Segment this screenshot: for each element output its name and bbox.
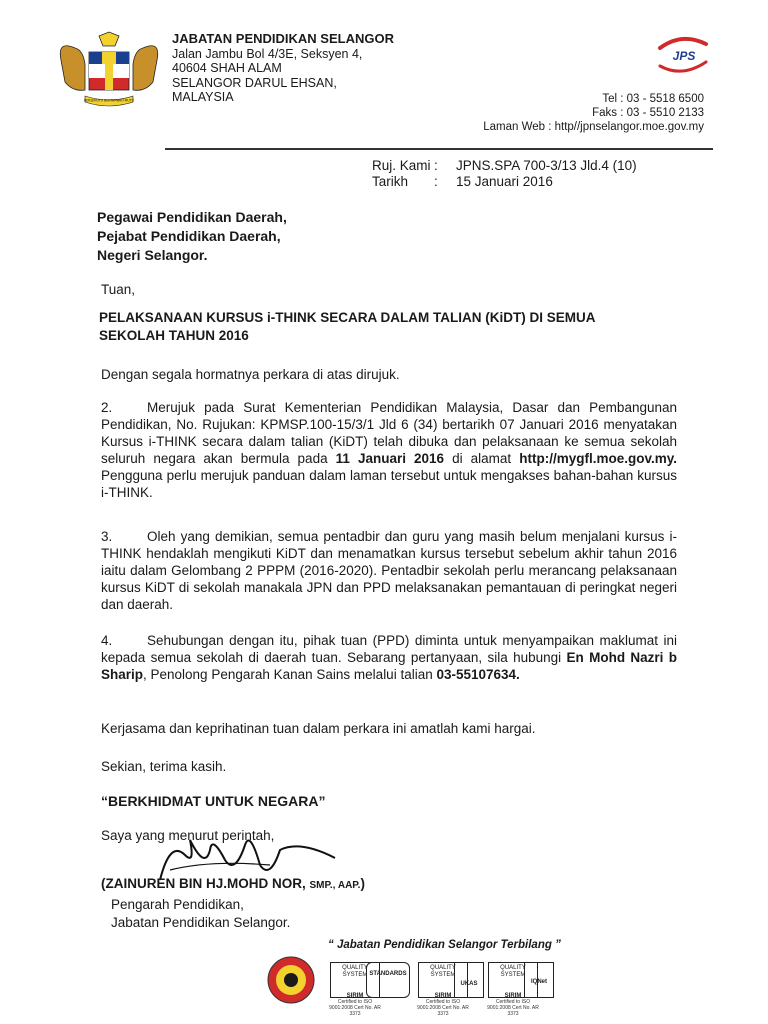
recipient-line: Negeri Selangor. [97, 247, 208, 263]
address-line: MALAYSIA [172, 90, 234, 104]
coat-of-arms-crest [55, 30, 163, 108]
opening-line: Dengan segala hormatnya perkara di atas dirujuk. [101, 367, 400, 382]
header-divider [165, 148, 713, 150]
certification-badge [454, 962, 484, 998]
reference-block [372, 158, 637, 190]
signatory-honors: SMP., AAP. [309, 880, 361, 891]
motto: “BERKHIDMAT UNTUK NEGARA” [101, 793, 326, 809]
recipient-line: Pegawai Pendidikan Daerah, [97, 209, 287, 225]
closing-appreciation: Kerjasama dan keprihatinan tuan dalam perkara ini amatlah kami hargai. [101, 721, 536, 736]
salutation: Tuan, [101, 282, 136, 297]
certification-badge [366, 962, 410, 998]
paragraph-text: , Penolong Pengarah Kanan Sains melalui talian [143, 667, 437, 682]
cert-sub: SIRIM [346, 993, 364, 999]
paragraph-text: Pengguna perlu merujuk panduan dalam laman tersebut untuk mengakses bahan-bahan kursus i-THINK. [101, 468, 677, 500]
title-line: Pengarah Pendidikan, [111, 897, 244, 912]
signatory-name-end: ) [360, 876, 365, 891]
signatory-name [101, 876, 365, 891]
title-line: Jabatan Pendidikan Selangor. [111, 915, 291, 930]
cert-label: QUALITY SYSTEM [342, 965, 368, 978]
signatory-name-text: (ZAINUREN BIN HJ.MOHD NOR, [101, 876, 310, 891]
reference-label: Ruj. Kami [372, 158, 431, 173]
crest-ribbon-text: BERSEKUTU BERTAMBAH MUTU [83, 98, 135, 103]
paragraph-number: 4. [101, 633, 113, 648]
address-line: SELANGOR DARUL EHSAN, [172, 75, 337, 90]
cert-label: IQNet [530, 979, 547, 985]
recipient-address [97, 208, 287, 265]
cert-sub: SIRIM [504, 993, 522, 999]
jps-logo-text: JPS [672, 49, 696, 63]
cert-label: QUALITY SYSTEM [500, 965, 526, 978]
course-url: http://mygfl.moe.gov.my. [519, 451, 677, 466]
subject-line: SEKOLAH TAHUN 2016 [99, 328, 249, 343]
signoff: Saya yang menurut perintah, [101, 828, 275, 843]
paragraph-4 [101, 632, 677, 683]
telephone: Tel : 03 - 5518 6500 [602, 93, 704, 105]
paragraph-text: di alamat [444, 451, 520, 466]
closing-thanks: Sekian, terima kasih. [101, 759, 227, 774]
colon: : [434, 174, 438, 189]
contact-info [483, 92, 704, 134]
paragraph-3 [101, 528, 677, 613]
jps-logo [652, 34, 712, 74]
contact-person: En Mohd Nazri b Sharip [101, 650, 678, 682]
subject-line: PELAKSANAAN KURSUS i-THINK SECARA DALAM TALIAN (KiDT) DI SEMUA [99, 310, 596, 325]
cert-caption: Certified to ISO 9001:2008 Cert No. AR 3373 [329, 999, 381, 1017]
cert-caption: Certified to ISO 9001:2008 Cert No. AR 3373 [487, 999, 539, 1017]
recipient-line: Pejabat Pendidikan Daerah, [97, 228, 281, 244]
paragraph-2 [101, 399, 677, 501]
paragraph-text: Sehubungan dengan itu, pihak tuan (PPD) diminta untuk menyampaikan maklumat ini kepada semua sekolah di daerah tuan. Sebarang pertanyaan, sila hubungi [101, 633, 677, 665]
fax: Faks : 03 - 5510 2133 [592, 107, 704, 119]
website: Laman Web : http//jpnselangor.moe.gov.my [483, 121, 704, 133]
certification-badge [524, 962, 554, 998]
paragraph-number: 2. [101, 400, 113, 415]
cert-label: STANDARDS [369, 971, 407, 977]
date-value: 15 Januari 2016 [456, 174, 553, 189]
cert-caption: Certified to ISO 9001:2008 Cert No. AR 3373 [417, 999, 469, 1017]
cert-label: QUALITY SYSTEM [430, 965, 456, 978]
organisation-name: JABATAN PENDIDIKAN SELANGOR [172, 31, 394, 46]
subject-heading [99, 309, 689, 345]
start-date: 11 Januari 2016 [335, 451, 445, 466]
paragraph-text: Merujuk pada Surat Kementerian Pendidikan Malaysia, Dasar dan Pembangunan Pendidikan, No. Rujukan: KPMSP.100-15/3/1 Jld 6 (34) bertarikh 07 Januari 2016 menyatakan Kursus i-THINK secara dalam talian (KiDT) telah dibuka dan pelaksanaan ke semua sekolah seluruh negara akan bermula pada [101, 400, 677, 466]
colon: : [434, 158, 438, 173]
cert-sub: SIRIM [434, 993, 452, 999]
organisation-header [172, 32, 394, 105]
paragraph-number: 3. [101, 529, 113, 544]
address-line: Jalan Jambu Bol 4/3E, Seksyen 4, [172, 46, 363, 61]
cert-label: UKAS [460, 981, 478, 987]
contact-phone: 03-55107634. [436, 667, 520, 682]
paragraph-text: Oleh yang demikian, semua pentadbir dan guru yang masih belum menjalani kursus i-THINK hendaklah mengikuti KiDT dan menamatkan kursus tersebut sebelum akhir tahun 2016 iaitu dalam Gelombang 2 PPPM (2016-2020). Pentadbir sekolah perlu merancang pelaksanaan kursus KiDT di sekolah manakala JPN dan PPD melaksanakan pemantauan di peringkat negeri dan daerah. [101, 529, 677, 612]
department-seal [266, 955, 316, 1005]
address-line: 40604 SHAH ALAM [172, 61, 282, 75]
signatory-title [111, 896, 290, 932]
date-label: Tarikh [372, 174, 409, 189]
reference-value: JPNS.SPA 700-3/13 Jld.4 (10) [456, 158, 637, 173]
footer-slogan: “ Jabatan Pendidikan Selangor Terbilang ” [328, 939, 561, 951]
